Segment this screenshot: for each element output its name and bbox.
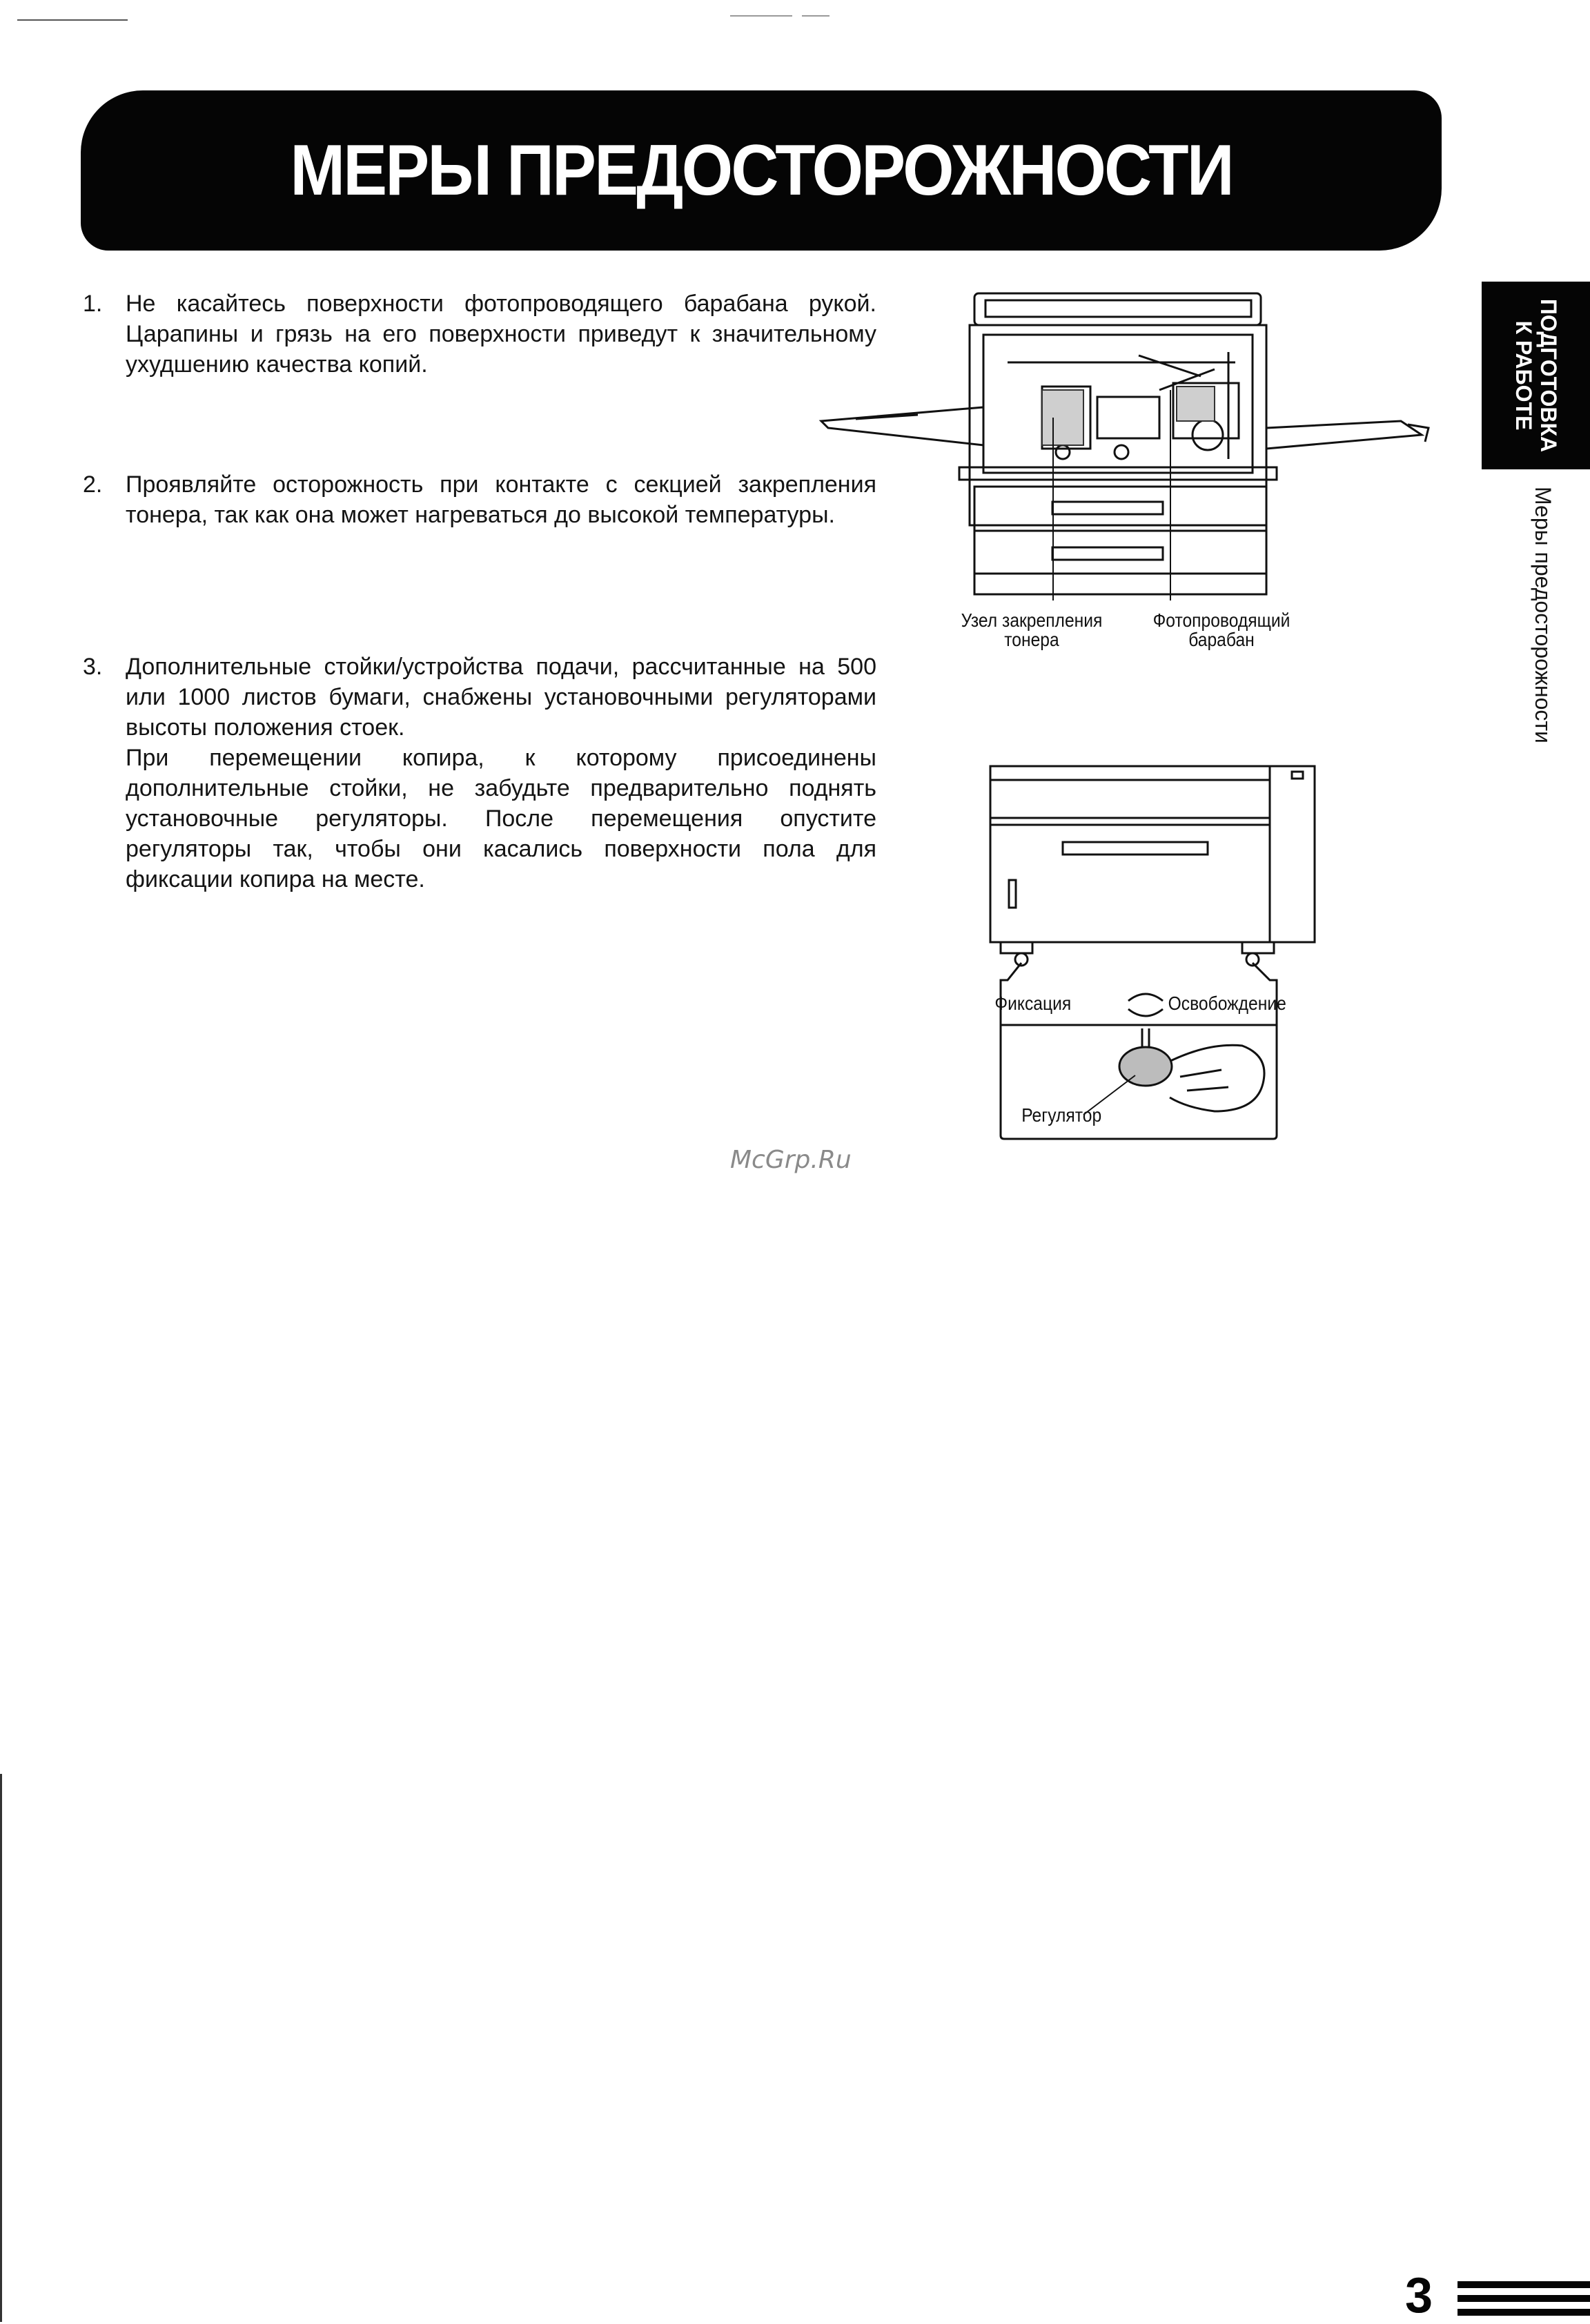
list-item-number: 3. (83, 654, 103, 680)
stand-drawing (980, 752, 1325, 1146)
paragraph: При перемещении копира, к которому присоединены дополнительные стойки, не забудьте предварительно поднять установочные регуляторы. После перемещения опустите регуляторы так, чтобы они касались поверхности пола для фиксации копира на месте. (126, 745, 876, 892)
adjuster-label: Регулятор (1021, 1104, 1102, 1126)
copier-open-illustration (814, 286, 1435, 659)
list-item-number: 1. (83, 291, 103, 317)
list-item (83, 289, 876, 380)
paragraph: Не касайтесь поверхности фотопроводящего барабана рукой. Царапины и грязь на его поверхности приведут к значительному ухудшению качества копий. (126, 291, 876, 378)
section-tab (1482, 282, 1590, 469)
stand-adjuster-illustration (980, 752, 1325, 1146)
drum-label-line1: Фотопроводящий (1152, 609, 1290, 631)
scan-edge-line (0, 1774, 2, 2322)
watermark-text: McGrp.Ru (730, 1146, 852, 1174)
fuser-label-line1: Узел закрепления (961, 609, 1103, 631)
list-item (83, 652, 876, 895)
scan-speck (730, 15, 792, 17)
list-item-number: 2. (83, 471, 103, 498)
section-tab-label (1511, 299, 1561, 452)
list-item (83, 469, 876, 530)
paragraph: Проявляйте осторожность при контакте с секцией закрепления тонера, так как она может нагреваться до высокой температуры. (126, 471, 876, 528)
page-number: 3 (1405, 2268, 1433, 2323)
list-item-text (126, 652, 876, 895)
drum-label-line2: барабан (1188, 629, 1255, 650)
release-label: Освобождение (1168, 993, 1286, 1014)
section-caption-text: Меры предосторожности (1531, 487, 1555, 743)
section-tab-line1: ПОДГОТОВКА (1535, 298, 1561, 453)
page-number-bar (1458, 2281, 1590, 2288)
fuser-label-line2: тонера (1004, 629, 1059, 650)
scan-speck (802, 15, 830, 17)
copier-drawing (814, 286, 1435, 659)
page-number-bar (1458, 2295, 1590, 2302)
lock-label: Фиксация (994, 993, 1072, 1014)
list-item-text (126, 469, 876, 530)
fuser-label (943, 611, 1119, 650)
paragraph: Дополнительные стойки/устройства подачи, рассчитанные на 500 или 1000 листов бумаги, снабжены установочными регуляторами высоты положения стоек. (126, 654, 876, 741)
scan-speck (17, 19, 128, 21)
list-item-text (126, 289, 876, 380)
section-caption (1522, 487, 1564, 777)
page-title: МЕРЫ ПРЕДОСТОРОЖНОСТИ (290, 130, 1233, 211)
page-number-bar (1458, 2309, 1590, 2316)
drum-label (1130, 611, 1313, 650)
section-tab-line2: К РАБОТЕ (1511, 320, 1536, 431)
title-banner (81, 90, 1442, 251)
